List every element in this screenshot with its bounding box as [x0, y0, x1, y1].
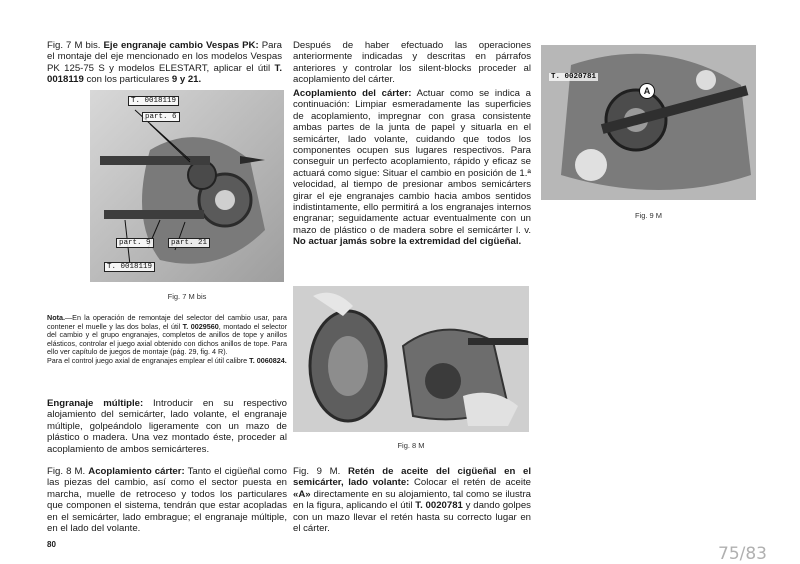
fig7bis-intro-label: Fig. 7 M bis. [47, 40, 101, 51]
engranaje-multiple-title: Engranaje múltiple: [47, 398, 144, 409]
fig7bis-intro-parts: 9 y 21. [171, 74, 202, 86]
nota-text-1: —En la operación de remontaje del selector del cambio usar, para contener el muelle y las dos bolas, el útil [47, 313, 287, 331]
acoplamiento-text: Actuar como se indica a continuación: Limpiar esmeradamente las superficies de acoplamiento, impregnar con grasa consistente ambas partes de la junta de papel y situarla en el semicárter, lado volante, cuidando que todos los componentes ocupen sus lugares respectivos. Para conseguir un perfecto acoplamiento, rápido y eficaz se actuará como sigue: Situar el cambio en posición de 1.ª velocidad, al tiempo de presionar ambos semicárters girar el eje engranajes cambio hacia ambos sentidos indistintamente, ello permitirá a los engranajes internos engranar; seguidamente actuar eventualmente con un mazo de plástico o de madera sobre el semicárter l. v. [293, 88, 531, 236]
fig9m-marker-a: «A» [293, 488, 311, 500]
nota-block [47, 314, 287, 366]
fig9m-text-2: directamente en su alojamiento, tal como se ilustra en la figura, aplicando el útil [293, 488, 531, 512]
figure-7m-bis-caption: Fig. 7 M bis [167, 292, 207, 301]
fig7-label-tool-top: T. 0018119 [128, 96, 179, 106]
figure-9m-drawing [541, 45, 756, 200]
acoplamiento-warning: No actuar jamás sobre la extremidad del cigüeñal. [293, 236, 522, 248]
fig7-label-part6: part. 6 [142, 112, 180, 122]
fig7bis-intro-text: Para el montaje del eje mencionado en los modelos Vespas PK 125-75 S y modelos ELESTART, aplicar el útil [47, 40, 282, 74]
page-counter: 75/83 [718, 544, 767, 564]
figure-8m-drawing [293, 286, 529, 432]
fig7bis-intro-tool: T. 0018119 [47, 62, 282, 86]
fig7-label-tool-bottom: T. 0018119 [104, 262, 155, 272]
fig7bis-intro [47, 40, 282, 86]
fig9-tool-tag: T. 0020781 [551, 73, 597, 81]
figure-7m-bis-drawing [90, 90, 284, 282]
fig8m-label: Fig. 8 M. [47, 466, 86, 477]
nota-tool-1: T. 0029560 [182, 321, 219, 331]
figure-9m-caption: Fig. 9 M [634, 211, 663, 220]
fig7bis-intro-title: Eje engranaje cambio Vespas PK: [103, 40, 259, 51]
fig7bis-intro-mid: con los particulares [83, 74, 172, 86]
nota-tool-2: T. 0060824. [249, 355, 287, 365]
fig8m-paragraph [47, 466, 287, 534]
fig7-label-part21: part. 21 [168, 238, 210, 248]
nota-text-3: Para el control juego axial de engranajes emplear el útil calibre [47, 355, 250, 365]
fig9m-text-3: y dando golpes con un mazo llevar el retén hasta su correcto lugar en el cárter. [293, 500, 531, 535]
fig8m-text: Tanto el cigüeñal como las piezas del cambio, así como el sector puesta en marcha, muelle de retroceso y todos los particulares que componen el sistema, tendrán que estar acopladas en el semicárter, lado embrague; el engranaje múltiple, en el lado del volante. [47, 466, 287, 535]
figure-9m-photo [541, 45, 756, 200]
page-number: 80 [47, 540, 56, 549]
fig9m-text-1: Colocar el retén de aceite [409, 477, 531, 489]
intro-paragraph: Después de haber efectuado las operaciones anteriormente indicadas y descritas en párrafos anteriores y controlar los silent-blocks proceder al acoplamiento del cárter. [293, 40, 531, 86]
engranaje-multiple-paragraph [47, 398, 287, 455]
figure-7m-bis-photo [90, 90, 284, 282]
nota-label: Nota. [47, 313, 65, 322]
figure-8m-photo [293, 286, 529, 432]
fig9m-label: Fig. 9 M. [293, 466, 341, 477]
fig9m-paragraph [293, 466, 531, 534]
figure-8m-caption: Fig. 8 M [397, 441, 425, 450]
acoplamiento-title: Acoplamiento del cárter: [293, 88, 412, 99]
fig9-marker-a-circle: A [639, 83, 655, 99]
engranaje-multiple-text: Introducir en su respectivo alojamiento del semicárter, lado volante, el engranaje múltiple, golpeándolo ligeramente con un mazo de plástico o madera. Una vez montado éste, proceder al acoplamiento de ambos semicárteres. [47, 398, 287, 455]
acoplamiento-paragraph [293, 88, 531, 248]
fig7-label-part9: part. 9 [116, 238, 154, 248]
fig9m-title: Retén de aceite del cigüeñal en el semicárter, lado volante: [293, 466, 531, 489]
fig9m-tool: T. 0020781 [415, 500, 463, 512]
nota-text-2: , montado el selector del cambio y el grupo engranajes, completos de anillos de tope y anillos elásticos, controlar el juego axial obtenido con dichos anillos de tope. Para ello ver capítulo de juegos de montaje (pág. 29, fig. 4 R). [47, 321, 287, 357]
fig8m-title: Acoplamiento cárter: [88, 466, 185, 477]
